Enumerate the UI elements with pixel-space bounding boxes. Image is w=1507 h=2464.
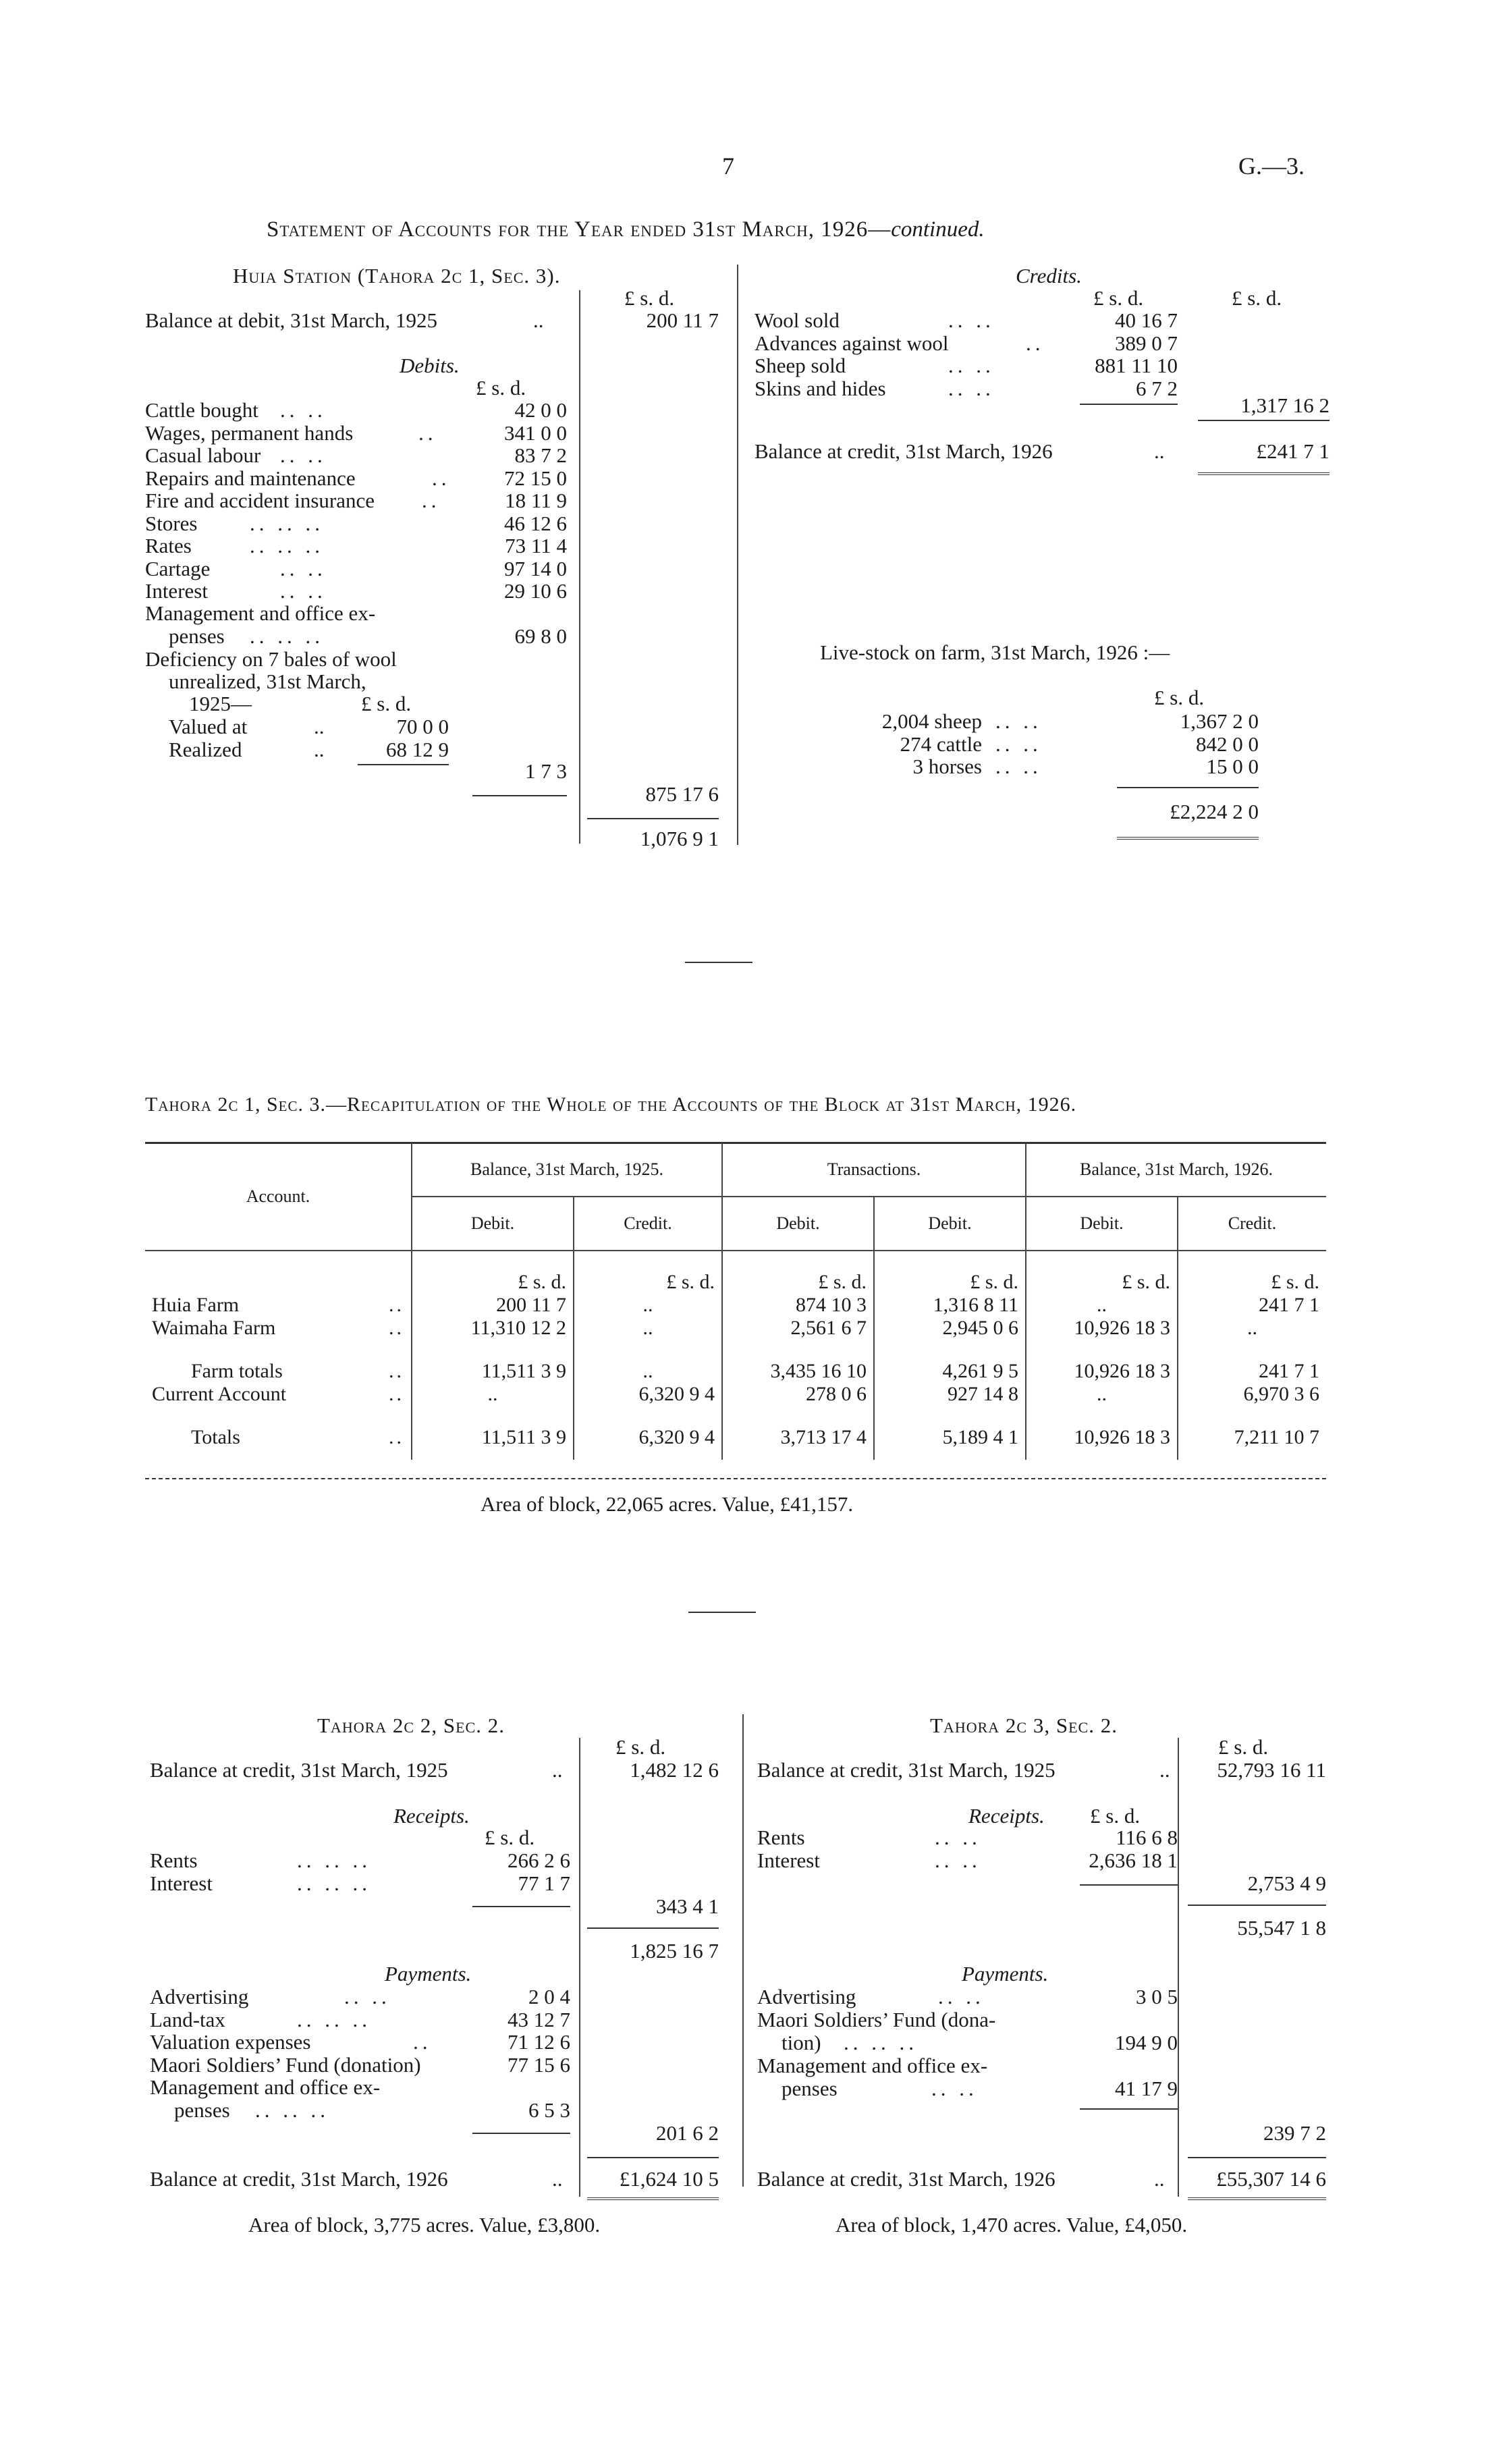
leader-dots: .. .. .. [250,511,324,535]
debit-label: Cartage [145,556,211,580]
lsd-header: £ s. d. [574,1271,722,1294]
table-cell: 11,310 12 2 [412,1317,574,1340]
table-cell: 874 10 3 [722,1294,874,1317]
receipt-label: Rents [757,1826,805,1849]
table-cell: 5,189 4 1 [874,1426,1026,1449]
payment-label: Advertising [150,1985,249,2008]
sec2-area-note: Area of block, 3,775 acres. Value, £3,800. [248,2213,601,2237]
table-cell: .. [1026,1383,1178,1406]
double-rule [1117,837,1259,840]
subcol-credit: Credit. [574,1197,722,1251]
huia-deficiency-line1: Deficiency on 7 bales of wool [145,647,397,671]
debit-value: 341 0 0 [504,420,567,445]
sec2-lsd: £ s. d. [615,1735,666,1759]
leader-dots: .. [422,489,441,512]
debit-label: Wages, permanent hands [145,420,354,445]
recap-table [145,1143,1326,1460]
sec2-closing-label: Balance at credit, 31st March, 1926 [150,2167,448,2191]
rule [1188,2157,1326,2158]
receipt-label: Interest [150,1871,213,1895]
subcol-debit: Debit. [874,1197,1026,1251]
table-cell: 278 0 6 [722,1383,874,1406]
leader-dots: .. [432,466,451,490]
debit-value: 83 7 2 [514,443,567,467]
receipt-label: Interest [757,1849,820,1872]
payment-value: 43 12 7 [508,2007,570,2031]
credit-value: 389 0 7 [1115,331,1178,355]
debit-label: Cattle bought [145,398,258,422]
rule [1080,404,1178,405]
leader-dots: .. .. [935,1826,981,1849]
rule [1198,420,1330,421]
sec2-receipts-title: Receipts. [393,1804,470,1828]
row-account-name: Current Account [152,1383,287,1405]
table-cell: 6,970 3 6 [1178,1383,1326,1406]
leader-dots: .. .. [280,398,327,422]
sec2-mgmt-line2: penses [174,2098,230,2122]
table-cell: 6,320 9 4 [574,1383,722,1406]
table-cell: 10,926 18 3 [1026,1426,1178,1449]
credit-label: Skins and hides [755,376,886,400]
huia-credits-total: 1,317 16 2 [1240,393,1330,417]
table-cell: .. [1026,1294,1178,1317]
livestock-value: 842 0 0 [1196,732,1259,756]
debit-value: 97 14 0 [504,556,567,580]
livestock-lsd: £ s. d. [1154,686,1205,709]
sec2-mgmt-value: 6 5 3 [528,2098,570,2122]
column-rule [579,1738,580,2197]
receipt-label: Rents [150,1849,198,1872]
table-cell: 6,320 9 4 [574,1426,722,1449]
leader-dots: .. .. .. [255,2098,329,2122]
table-row [145,1426,1326,1449]
debit-value: 29 10 6 [504,579,567,603]
sec3-closing-value: £55,307 14 6 [1216,2167,1326,2191]
huia-lsd-cols: £ s. d. [624,286,675,310]
leader-dots: .. .. [931,2077,978,2100]
debit-label: Repairs and maintenance [145,466,356,490]
leader-dots: .. .. [280,556,327,580]
sec3-payments-title: Payments. [962,1962,1049,1986]
debit-label: Fire and accident insurance [145,489,375,512]
huia-opening-label: Balance at debit, 31st March, 1925 [145,308,438,332]
sec3-heading: Tahora 2c 3, Sec. 2. [930,1714,1118,1737]
receipt-value: 266 2 6 [508,1849,570,1872]
table-cell: .. [1178,1317,1326,1340]
debit-label: Interest [145,579,208,603]
sec3-receipts-total: 2,753 4 9 [1247,1871,1326,1895]
leader-dots: .. [314,715,325,738]
table-cell: 11,511 3 9 [412,1426,574,1449]
page-title [267,217,985,242]
sec3-msf-line2: tion) [782,2031,821,2054]
livestock-value: 1,367 2 0 [1180,709,1259,733]
lsd-header: £ s. d. [1026,1271,1178,1294]
sec3-area-note: Area of block, 1,470 acres. Value, £4,050. [835,2213,1188,2237]
leader-dots: .. [1154,439,1165,463]
leader-dots: .. .. [995,755,1042,778]
livestock-label: 274 cattle [900,732,982,756]
double-rule [587,2197,719,2200]
sec3-msf-line1: Maori Soldiers’ Fund (dona- [757,2008,996,2031]
subcol-debit: Debit. [1026,1197,1178,1251]
table-cell: 3,713 17 4 [722,1426,874,1449]
sec2-receipts-lsd: £ s. d. [485,1826,535,1849]
table-cell: 10,926 18 3 [1026,1360,1178,1383]
leader-dots: .. [1026,331,1045,355]
huia-deficiency-line2: unrealized, 31st March, [169,669,366,693]
table-bottom-rule [145,1478,1326,1479]
debit-label: Rates [145,534,192,557]
row-account-name: Waimaha Farm [152,1317,276,1339]
table-row [145,1360,1326,1383]
table-cell: .. [574,1360,722,1383]
col-balance-1925: Balance, 31st March, 1925. [412,1143,722,1197]
rule [358,764,449,765]
leader-dots: .. [418,420,437,445]
row-account-name: Totals [191,1426,240,1448]
payment-label: Land-tax [150,2007,225,2031]
table-cell: 1,316 8 11 [874,1294,1026,1317]
lsd-header: £ s. d. [874,1271,1026,1294]
leader-dots: .. .. [995,732,1042,756]
debit-value: 42 0 0 [514,398,567,422]
huia-opening-value: 200 11 7 [646,308,719,332]
payment-value: 77 15 6 [508,2052,570,2077]
section-separator [685,962,752,963]
huia-closing-label: Balance at credit, 31st March, 1926 [755,439,1053,463]
sec3-opening-label: Balance at credit, 31st March, 1925 [757,1758,1056,1782]
rule [587,818,719,819]
huia-mgmt-value: 69 8 0 [514,624,567,648]
huia-realized-value: 68 12 9 [386,738,449,761]
leader-dots: .. .. .. [297,2007,371,2031]
rule [1188,1905,1326,1906]
table-cell: 2,561 6 7 [722,1317,874,1340]
huia-debit-lsd: £ s. d. [476,376,526,400]
huia-credit-lsd-outer: £ s. d. [1232,286,1282,310]
sec3-adv-label: Advertising [757,1985,856,2008]
rule [472,1906,570,1907]
col-transactions: Transactions. [722,1143,1026,1197]
column-divider [742,1714,744,2187]
table-row [145,1317,1326,1340]
payment-value: 71 12 6 [508,2030,570,2054]
table-cell: 4,261 9 5 [874,1360,1026,1383]
recap-area-note: Area of block, 22,065 acres. Value, £41,157. [481,1492,854,1516]
sec2-receipts-total: 343 4 1 [656,1894,719,1918]
rule [1117,787,1259,788]
livestock-heading: Live-stock on farm, 31st March, 1926 :— [820,640,1170,664]
sec3-opening-value: 52,793 16 11 [1217,1758,1326,1782]
receipt-value: 116 6 8 [1116,1826,1178,1849]
table-cell: 10,926 18 3 [1026,1317,1178,1340]
payment-value: 2 0 4 [528,1985,570,2008]
leader-dots: .. .. [948,376,995,400]
leader-dots: .. [1154,2167,1165,2191]
debit-label: Casual labour [145,443,261,467]
huia-deficiency-line3: 1925— [189,692,252,715]
sec3-mgmt-value: 41 17 9 [1115,2077,1178,2100]
huia-grand-total: 1,076 9 1 [640,827,719,850]
credit-label: Wool sold [755,308,840,332]
leader-dots: .. .. .. [844,2031,918,2054]
receipt-value: 77 1 7 [518,1871,570,1895]
leader-dots: .. .. .. [250,534,324,557]
sec3-payments-total: 239 7 2 [1263,2121,1326,2145]
huia-valued-label: Valued at [169,715,248,738]
leader-dots: .. .. [948,308,995,332]
row-account-name: Farm totals [191,1360,283,1382]
livestock-value: 15 0 0 [1206,755,1259,778]
leader-dots: .. [1159,1758,1170,1782]
livestock-total: £2,224 2 0 [1170,800,1259,823]
debit-value: 46 12 6 [504,511,567,535]
leader-dots: .. [314,738,325,761]
rule [1080,1884,1178,1886]
recap-title: Tahora 2c 1, Sec. 3.—Recapitulation of the Whole of the Accounts of the Block at 31st March, 1926. [145,1093,1077,1116]
table-cell: 200 11 7 [412,1294,574,1317]
table-cell: 3,435 16 10 [722,1360,874,1383]
leader-dots: .. [389,1294,404,1316]
rule [472,795,567,796]
lsd-spacer [145,1271,412,1294]
credit-value: 881 11 10 [1095,354,1178,377]
sec2-closing-value: £1,624 10 5 [619,2167,719,2191]
sec3-mgmt-line1: Management and office ex- [757,2054,988,2077]
subcol-credit: Credit. [1178,1197,1326,1251]
credit-label: Advances against wool [755,331,949,355]
sec3-mgmt-line2: penses [782,2077,838,2100]
huia-debits-total: 875 17 6 [645,782,719,806]
subcol-debit: Debit. [722,1197,874,1251]
rule [587,1927,719,1929]
table-row [145,1383,1326,1406]
livestock-label: 2,004 sheep [881,709,982,733]
sec2-opening-label: Balance at credit, 31st March, 1925 [150,1758,448,1782]
sec3-msf-value: 194 9 0 [1115,2031,1178,2054]
leader-dots: .. [389,1317,404,1339]
huia-heading: Huia Station (Tahora 2c 1, Sec. 3). [233,264,561,288]
leader-dots: .. .. .. [297,1849,371,1872]
debit-value: 73 11 4 [505,534,567,557]
debit-value: 18 11 9 [505,489,567,512]
double-rule [1188,2197,1326,2200]
sec3-subtotal: 55,547 1 8 [1237,1916,1326,1940]
sec3-adv-value: 3 0 5 [1136,1985,1178,2008]
table-cell: 11,511 3 9 [412,1360,574,1383]
huia-credits-title: Credits. [1016,264,1082,288]
leader-dots: .. .. [280,579,327,603]
sec3-lsd: £ s. d. [1218,1735,1269,1759]
lsd-header: £ s. d. [1178,1271,1326,1294]
sec2-payments-total: 201 6 2 [656,2121,719,2145]
table-cell: .. [574,1294,722,1317]
double-rule [1198,472,1330,475]
table-cell: .. [412,1383,574,1406]
table-row [145,1294,1326,1317]
table-cell: 2,945 0 6 [874,1317,1026,1340]
leader-dots: .. [552,2167,563,2191]
table-cell: 7,211 10 7 [1178,1426,1326,1449]
leader-dots: .. [413,2030,432,2054]
table-cell: 241 7 1 [1178,1294,1326,1317]
col-balance-1926: Balance, 31st March, 1926. [1026,1143,1326,1197]
payment-label: Maori Soldiers’ Fund (donation) [150,2052,421,2077]
debit-label: Stores [145,511,198,535]
credit-value: 6 7 2 [1136,376,1178,400]
column-divider [737,265,738,845]
page-number: 7 [722,153,734,180]
leader-dots: .. .. [938,1985,985,2008]
sec3-closing-label: Balance at credit, 31st March, 1926 [757,2167,1056,2191]
report-code: G.—3. [1238,153,1305,180]
lsd-header: £ s. d. [412,1271,574,1294]
huia-deficiency-cols: £ s. d. [361,692,412,715]
huia-deficiency-value: 1 7 3 [525,759,567,783]
leader-dots: .. .. [995,709,1042,733]
huia-mgmt-line1: Management and office ex- [145,601,376,625]
rule [1080,2108,1178,2110]
huia-realized-label: Realized [169,738,242,761]
rule [587,2157,719,2158]
sec2-heading: Tahora 2c 2, Sec. 2. [317,1714,505,1737]
huia-valued-value: 70 0 0 [396,715,449,738]
leader-dots: .. .. [935,1849,981,1872]
sec2-payments-title: Payments. [385,1962,472,1986]
leader-dots: .. [552,1758,563,1782]
huia-debits-title: Debits. [400,354,460,377]
rule [472,2133,570,2134]
sec2-mgmt-line1: Management and office ex- [150,2075,381,2099]
recap-body [145,1294,1326,1460]
title-main: Statement of Accounts for the Year ended 31st March, 1926— [267,217,892,242]
leader-dots: .. .. [948,354,995,377]
debit-value: 72 15 0 [504,466,567,490]
leader-dots: .. .. [280,443,327,467]
row-account-name: Huia Farm [152,1294,240,1316]
lsd-header: £ s. d. [722,1271,874,1294]
title-continued: continued. [891,217,985,242]
sec2-subtotal: 1,825 16 7 [630,1939,719,1963]
huia-closing-value: £241 7 1 [1256,439,1330,463]
leader-dots: .. [389,1426,404,1448]
subcol-debit: Debit. [412,1197,574,1251]
credit-value: 40 16 7 [1115,308,1178,332]
livestock-label: 3 horses [912,755,982,778]
sec3-receipts-title: Receipts. [968,1804,1045,1828]
leader-dots: .. [389,1360,404,1382]
column-rule [1178,1738,1179,2197]
leader-dots: .. .. .. [250,624,324,648]
huia-credit-lsd: £ s. d. [1093,286,1144,310]
leader-dots: .. .. [344,1985,391,2008]
table-cell: 241 7 1 [1178,1360,1326,1383]
receipt-value: 2,636 18 1 [1089,1849,1178,1872]
sec3-receipts-lsd: £ s. d. [1090,1804,1141,1828]
sec2-opening-value: 1,482 12 6 [630,1758,719,1782]
table-cell: 927 14 8 [874,1383,1026,1406]
credit-label: Sheep sold [755,354,846,377]
table-cell: .. [574,1317,722,1340]
col-account: Account. [145,1143,412,1251]
column-rule [579,290,580,844]
huia-mgmt-line2: penses [169,624,225,648]
leader-dots: .. .. .. [297,1871,371,1895]
leader-dots: .. [533,308,544,332]
section-separator [688,1612,756,1613]
payment-label: Valuation expenses [150,2030,311,2054]
leader-dots: .. [389,1383,404,1405]
